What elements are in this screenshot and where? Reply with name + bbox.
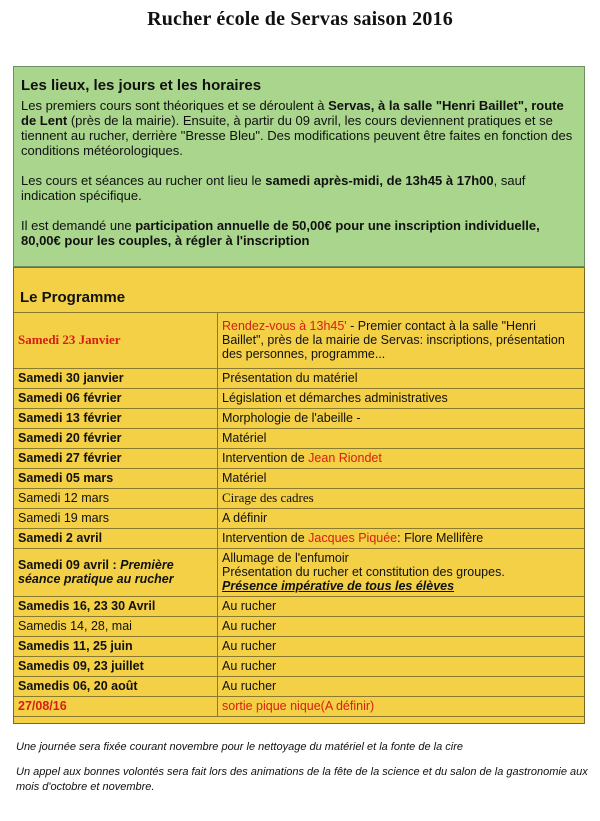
table-row [14, 488, 584, 508]
row-date: Samedi 05 mars [14, 468, 218, 488]
row-activity [218, 313, 585, 368]
row-date: Samedi 27 février [14, 448, 218, 468]
programme-section [13, 267, 585, 724]
row-date [14, 548, 218, 596]
row-activity: Au rucher [218, 636, 585, 656]
table-row [14, 656, 584, 676]
table-row [14, 468, 584, 488]
table-row [14, 448, 584, 468]
text: Intervention de [222, 451, 309, 465]
table-row [14, 596, 584, 616]
row-activity [218, 448, 585, 468]
row-date: Samedis 09, 23 juillet [14, 656, 218, 676]
row-activity: Cirage des cadres [218, 488, 585, 508]
info-heading: Les lieux, les jours et les horaires [21, 77, 262, 94]
table-row [14, 676, 584, 696]
row-date: Samedi 19 mars [14, 508, 218, 528]
schedule-text: samedi après-midi, de 13h45 à 17h00 [265, 173, 494, 188]
text: - Premier contact à la salle "Henri Baillet", près de la mairie de Servas: inscriptions, présentation des personnes, programme... [222, 319, 565, 362]
row-activity: Morphologie de l'abeille - [218, 408, 585, 428]
location-text: Servas, à la salle "Henri Baillet", route de Lent [21, 98, 564, 128]
table-row [14, 548, 584, 596]
table-row [14, 696, 584, 716]
text: Les cours et séances au rucher ont lieu le [21, 173, 266, 188]
row-date: Samedi 30 janvier [14, 368, 218, 388]
table-row [14, 616, 584, 636]
row-date: Samedi 2 avril [14, 528, 218, 548]
footer-notes [16, 740, 588, 795]
row-date: Samedis 11, 25 juin [14, 636, 218, 656]
text: Première séance pratique au rucher [18, 558, 174, 586]
info-paragraph-fee [21, 218, 577, 248]
table-row [14, 388, 584, 408]
table-row [14, 428, 584, 448]
page-title: Rucher école de Servas saison 2016 [147, 8, 453, 30]
row-activity [218, 528, 585, 548]
programme-table [14, 313, 584, 717]
info-paragraph-schedule [21, 173, 577, 203]
row-date: Samedis 16, 23 30 Avril [14, 596, 218, 616]
info-section [13, 66, 585, 267]
highlight-text: Rendez-vous à 13h45' [222, 319, 347, 334]
text: : Flore Mellifère [397, 531, 484, 545]
table-row [14, 313, 584, 368]
text: Présentation du rucher et constitution des groupes. [222, 565, 505, 579]
info-paragraph-location [21, 98, 577, 158]
row-activity: Matériel [218, 468, 585, 488]
row-activity: Matériel [218, 428, 585, 448]
row-activity: Présentation du matériel [218, 368, 585, 388]
row-date: Samedi 13 février [14, 408, 218, 428]
speaker-name: Jean Riondet [308, 451, 382, 465]
row-activity: Au rucher [218, 596, 585, 616]
row-date: Samedi 12 mars [14, 488, 218, 508]
row-date: Samedi 20 février [14, 428, 218, 448]
text: Intervention de [222, 531, 309, 545]
row-date: Samedis 14, 28, mai [14, 616, 218, 636]
row-activity [218, 548, 585, 596]
table-row [14, 408, 584, 428]
programme-heading: Le Programme [14, 268, 584, 313]
row-activity: Législation et démarches administratives [218, 388, 585, 408]
row-activity: A définir [218, 508, 585, 528]
row-activity: Au rucher [218, 616, 585, 636]
row-date: 27/08/16 [14, 696, 218, 716]
speaker-name: Jacques Piquée [308, 531, 398, 545]
row-activity: Au rucher [218, 656, 585, 676]
text: Il est demandé une [21, 218, 136, 233]
text: Samedi 09 avril : [18, 558, 121, 572]
text: (près de la mairie). Ensuite, à partir du 09 avril, les cours deviennent pratiques et se tiennent au rucher, derrière "Bresse Bleu". Des modifications peuvent être faites en fonction des conditions météorologiques. [21, 113, 573, 158]
row-activity: sortie pique nique(A définir) [218, 696, 585, 716]
row-date: Samedis 06, 20 août [14, 676, 218, 696]
row-date: Samedi 23 Janvier [14, 313, 218, 368]
text: , sauf indication spécifique. [21, 173, 526, 203]
emphasis-text: Présence impérative de tous les élèves [222, 579, 455, 593]
text: Allumage de l'enfumoir [222, 551, 349, 565]
footer-note: Une journée sera fixée courant novembre pour le nettoyage du matériel et la fonte de la cire [16, 741, 463, 753]
text: Les premiers cours sont théoriques et se déroulent à [21, 98, 329, 113]
table-row [14, 368, 584, 388]
table-row [14, 508, 584, 528]
footer-note: Un appel aux bonnes volontés sera fait lors des animations de la fête de la science et du salon de la gastronomie aux mois d'octobre et novembre. [16, 766, 588, 793]
row-date: Samedi 06 février [14, 388, 218, 408]
row-activity: Au rucher [218, 676, 585, 696]
table-row [14, 636, 584, 656]
table-row [14, 528, 584, 548]
fee-text: participation annuelle de 50,00€ pour une inscription individuelle, 80,00€ pour les couples, à régler à l'inscription [21, 218, 540, 248]
